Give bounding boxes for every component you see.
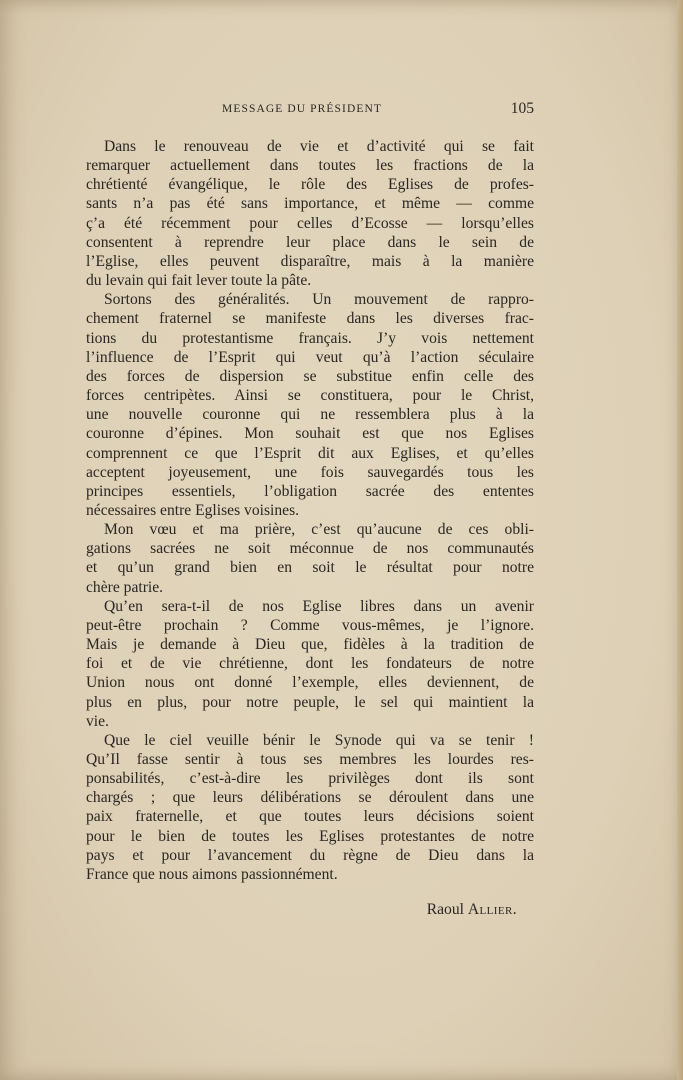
text-line: Mais je demande à Dieu que, fidèles à la tradition de: [86, 636, 534, 654]
text-line: plus en plus, pour notre peuple, le sel qui maintient la: [86, 693, 534, 711]
text-line: pour le bien de toutes les Eglises protestantes de notre: [86, 827, 534, 845]
text-line: pays et pour l’avancement du règne de Dieu dans la: [86, 846, 534, 864]
text-line: ponsabilités, c’est-à-dire les privilèges dont ils sont: [86, 770, 534, 788]
text-line: des forces de dispersion se substitue enfin celle des: [86, 367, 534, 385]
text-line: chement fraternel se manifeste dans les diverses frac-: [86, 310, 534, 328]
paragraph: [86, 731, 534, 884]
text-line: vie.: [86, 712, 109, 730]
running-head: MESSAGE DU PRÉSIDENT: [222, 103, 383, 115]
text-line: Que le ciel veuille bénir le Synode qui va se tenir !: [104, 731, 534, 749]
paragraph: [86, 520, 534, 597]
text-line: Union nous ont donné l’exemple, elles deviennent, de: [86, 674, 534, 692]
page-edge: [677, 0, 683, 1080]
paragraph: [86, 597, 534, 731]
signature-first-name: Raoul: [426, 901, 464, 918]
text-line: sants n’a pas été sans importance, et même — comme: [86, 195, 534, 213]
paragraph: [86, 137, 534, 290]
text-line: tions du protestantisme français. J’y vois nettement: [86, 329, 534, 347]
text-line: gations sacrées ne soit méconnue de nos communautés: [86, 540, 534, 558]
text-line: forces centripètes. Ainsi se constituera, pour le Christ,: [86, 387, 534, 405]
text-line: comprennent ce que l’Esprit dit aux Eglises, et qu’elles: [86, 444, 534, 462]
text-line: foi et de vie chrétienne, dont les fondateurs de notre: [86, 655, 534, 673]
text-line: consentent à reprendre leur place dans le sein de: [86, 233, 534, 251]
text-line: Mon vœu et ma prière, c’est qu’aucune de ces obli-: [104, 521, 534, 539]
text-line: peut-être prochain ? Comme vous-mêmes, je l’ignore.: [86, 616, 534, 634]
text-line: l’Eglise, elles peuvent disparaître, mais à la manière: [86, 252, 534, 270]
text-line: ç’a été récemment pour celles d’Ecosse — lorsqu’elles: [86, 214, 534, 232]
page-header: [86, 100, 534, 121]
text-line: principes essentiels, l’obligation sacrée des ententes: [86, 482, 534, 500]
text-line: chargés ; que leurs délibérations se déroulent dans une: [86, 789, 534, 807]
body-text: [86, 137, 534, 884]
text-line: France que nous aimons passionnément.: [86, 865, 338, 883]
text-line: chère patrie.: [86, 578, 164, 596]
signature: [427, 901, 517, 919]
text-line: remarquer actuellement dans toutes les fractions de la: [86, 157, 534, 175]
text-line: paix fraternelle, et que toutes leurs décisions soient: [86, 808, 534, 826]
text-line: chrétienté évangélique, le rôle des Eglises de profes-: [86, 176, 534, 194]
text-line: Qu’en sera-t-il de nos Eglise libres dans un avenir: [104, 597, 534, 615]
page-number: 105: [510, 100, 534, 117]
text-line: une nouvelle couronne qui ne ressemblera plus à la: [86, 406, 534, 424]
paragraph: [86, 290, 534, 520]
text-line: couronne d’épines. Mon souhait est que nos Eglises: [86, 425, 534, 443]
text-line: et qu’un grand bien en soit le résultat pour notre: [86, 559, 534, 577]
text-line: du levain qui fait lever toute la pâte.: [86, 272, 312, 290]
text-line: Sortons des généralités. Un mouvement de rappro-: [104, 291, 534, 309]
text-line: Qu’Il fasse sentir à tous ses membres les lourdes res-: [86, 751, 534, 768]
text-line: Dans le renouveau de vie et d’activité qui se fait: [104, 138, 534, 155]
text-line: nécessaires entre Eglises voisines.: [86, 501, 300, 519]
text-line: l’influence de l’Esprit qui veut qu’à l’action séculaire: [86, 348, 534, 366]
text-line: acceptent joyeusement, une fois sauvegardés tous les: [86, 463, 534, 481]
signature-last-name: Allier.: [467, 901, 517, 918]
